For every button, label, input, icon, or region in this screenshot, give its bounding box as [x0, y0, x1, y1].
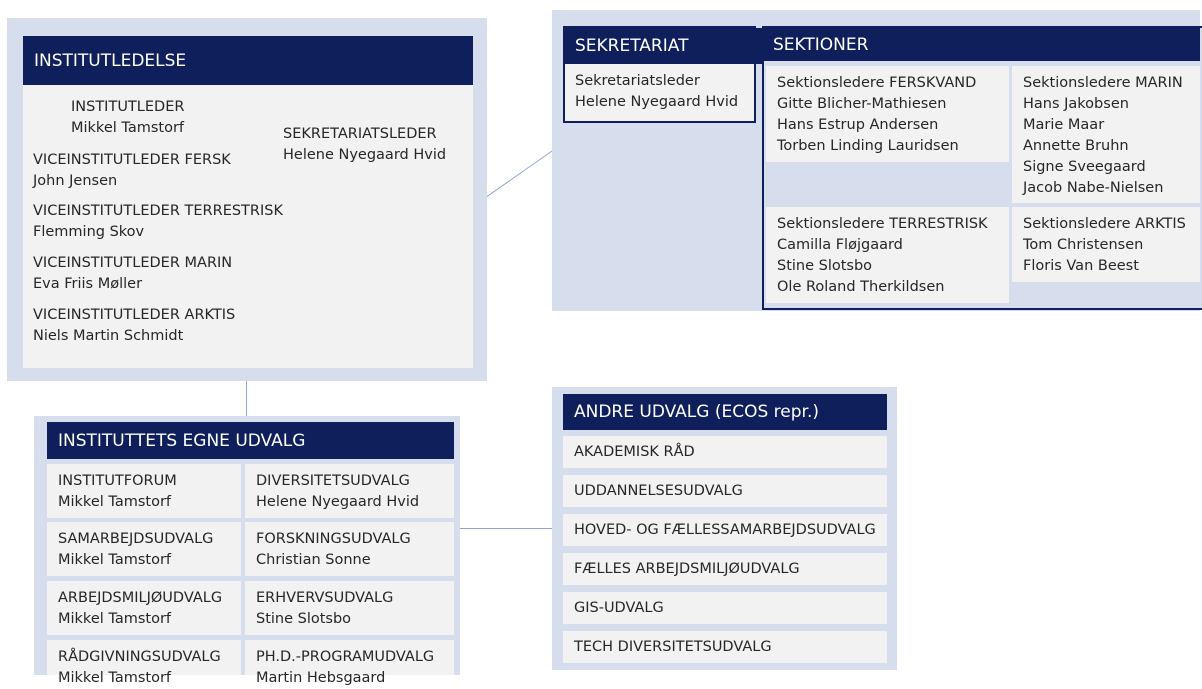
sektion-name: Gitte Blicher-Mathiesen [777, 96, 947, 112]
udvalg-item [47, 581, 241, 635]
institutledelse-box [23, 85, 473, 368]
entry-title: SEKRETARIATSLEDER [283, 126, 437, 142]
udvalg-item [245, 640, 454, 686]
udvalg-item [47, 640, 241, 686]
sektion-name: Marie Maar [1023, 117, 1105, 133]
entry-name: Flemming Skov [33, 224, 145, 240]
sektion-name: Floris Van Beest [1023, 258, 1139, 274]
sekretariat-entry [575, 71, 738, 113]
udvalg-title: FORSKNINGSUDVALG [256, 531, 411, 547]
sektion-title: Sektionsledere FERSKVAND [777, 75, 977, 91]
sektion-name: Annette Bruhn [1023, 138, 1129, 154]
institutledelse-header [23, 36, 473, 85]
sektion-title: Sektionsledere TERRESTRISK [777, 216, 988, 232]
udvalg-item [245, 581, 454, 635]
andre-udvalg-item [563, 553, 887, 585]
udvalg-name: Martin Hebsgaard [256, 670, 386, 686]
udvalg-name: Mikkel Tamstorf [58, 494, 172, 510]
institutledelse-header-text: INSTITUTLEDELSE [34, 50, 187, 71]
sektion-name: Camilla Fløjgaard [777, 237, 903, 253]
sektion-ferskvand [766, 66, 1009, 162]
andre-udvalg-label: UDDANNELSESUDVALG [574, 483, 743, 499]
sektioner-header-text: SEKTIONER [773, 34, 869, 55]
entry-name: Helene Nyegaard Hvid [575, 94, 739, 110]
sektion-title: Sektionsledere ARKTIS [1023, 216, 1186, 232]
ledelse-entry-vice-terrestrisk [33, 201, 283, 243]
connector-ledelse-udvalg [246, 380, 247, 418]
entry-title: Sekretariatsleder [575, 73, 700, 89]
sektion-name: Stine Slotsbo [777, 258, 873, 274]
sekretariat-box [563, 26, 756, 123]
connector-udvalg-andre [458, 528, 554, 529]
sektion-name: Torben Linding Lauridsen [777, 138, 959, 154]
udvalg-title: RÅDGIVNINGSUDVALG [58, 649, 221, 665]
udvalg-item [245, 464, 454, 518]
udvalg-title: ARBEJDSMILJØUDVALG [58, 590, 223, 606]
andre-udvalg-item [563, 631, 887, 663]
andre-udvalg-label: AKADEMISK RÅD [574, 444, 695, 460]
andre-udvalg-item [563, 475, 887, 507]
udvalg-name: Helene Nyegaard Hvid [256, 494, 420, 510]
udvalg-item [47, 464, 241, 518]
udvalg-title: ERHVERVSUDVALG [256, 590, 394, 606]
andre-udvalg-header-text: ANDRE UDVALG (ECOS repr.) [574, 402, 819, 422]
udvalg-title: DIVERSITETSUDVALG [256, 473, 410, 489]
sektion-name: Tom Christensen [1023, 237, 1144, 253]
connector-ledelse-sektioner [484, 150, 553, 199]
ledelse-entry-vice-fersk [33, 150, 231, 192]
sektion-terrestrisk [766, 207, 1009, 303]
udvalg-item [245, 522, 454, 576]
udvalg-name: Christian Sonne [256, 552, 371, 568]
sektion-name: Hans Estrup Andersen [777, 117, 939, 133]
udvalg-name: Mikkel Tamstorf [58, 670, 172, 686]
udvalg-name: Mikkel Tamstorf [58, 611, 172, 627]
egne-udvalg-header [47, 422, 454, 459]
sekretariat-header [565, 28, 764, 64]
sektion-arktis [1012, 207, 1200, 282]
ledelse-entry-vice-arktis [33, 305, 235, 347]
sektioner-header [764, 28, 1200, 61]
sekretariat-header-text: SEKRETARIAT [575, 36, 689, 56]
egne-udvalg-header-text: INSTITUTTETS EGNE UDVALG [58, 430, 306, 451]
entry-title: VICEINSTITUTLEDER FERSK [33, 152, 231, 168]
udvalg-title: PH.D.-PROGRAMUDVALG [256, 649, 435, 665]
sektion-marin [1012, 66, 1200, 203]
andre-udvalg-label: HOVED- OG FÆLLESSAMARBEJDSUDVALG [574, 522, 876, 538]
andre-udvalg-label: FÆLLES ARBEJDSMILJØUDVALG [574, 561, 800, 577]
udvalg-name: Stine Slotsbo [256, 611, 352, 627]
entry-title: VICEINSTITUTLEDER MARIN [33, 255, 233, 271]
ledelse-entry-vice-marin [33, 253, 232, 295]
ledelse-entry-sekretariatsleder [283, 124, 446, 166]
andre-udvalg-label: GIS-UDVALG [574, 600, 664, 616]
andre-udvalg-item [563, 436, 887, 468]
entry-name: Niels Martin Schmidt [33, 328, 184, 344]
sektion-name: Hans Jakobsen [1023, 96, 1129, 112]
sektion-name: Signe Sveegaard [1023, 159, 1146, 175]
entry-title: VICEINSTITUTLEDER TERRESTRISK [33, 203, 283, 219]
entry-name: John Jensen [33, 173, 118, 189]
udvalg-title: SAMARBEJDSUDVALG [58, 531, 214, 547]
sektion-name: Ole Roland Therkildsen [777, 279, 945, 295]
entry-title: INSTITUTLEDER [71, 99, 185, 115]
udvalg-title: INSTITUTFORUM [58, 473, 177, 489]
andre-udvalg-header [563, 394, 887, 430]
entry-name: Helene Nyegaard Hvid [283, 147, 447, 163]
entry-name: Eva Friis Møller [33, 276, 143, 292]
entry-name: Mikkel Tamstorf [71, 120, 185, 136]
andre-udvalg-label: TECH DIVERSITETSUDVALG [574, 639, 772, 655]
sektion-name: Jacob Nabe-Nielsen [1023, 180, 1164, 196]
sektion-title: Sektionsledere MARIN [1023, 75, 1183, 91]
udvalg-name: Mikkel Tamstorf [58, 552, 172, 568]
ledelse-entry-institutleder [71, 97, 184, 139]
andre-udvalg-item [563, 514, 887, 546]
entry-title: VICEINSTITUTLEDER ARKTIS [33, 307, 236, 323]
udvalg-item [47, 522, 241, 576]
andre-udvalg-item [563, 592, 887, 624]
